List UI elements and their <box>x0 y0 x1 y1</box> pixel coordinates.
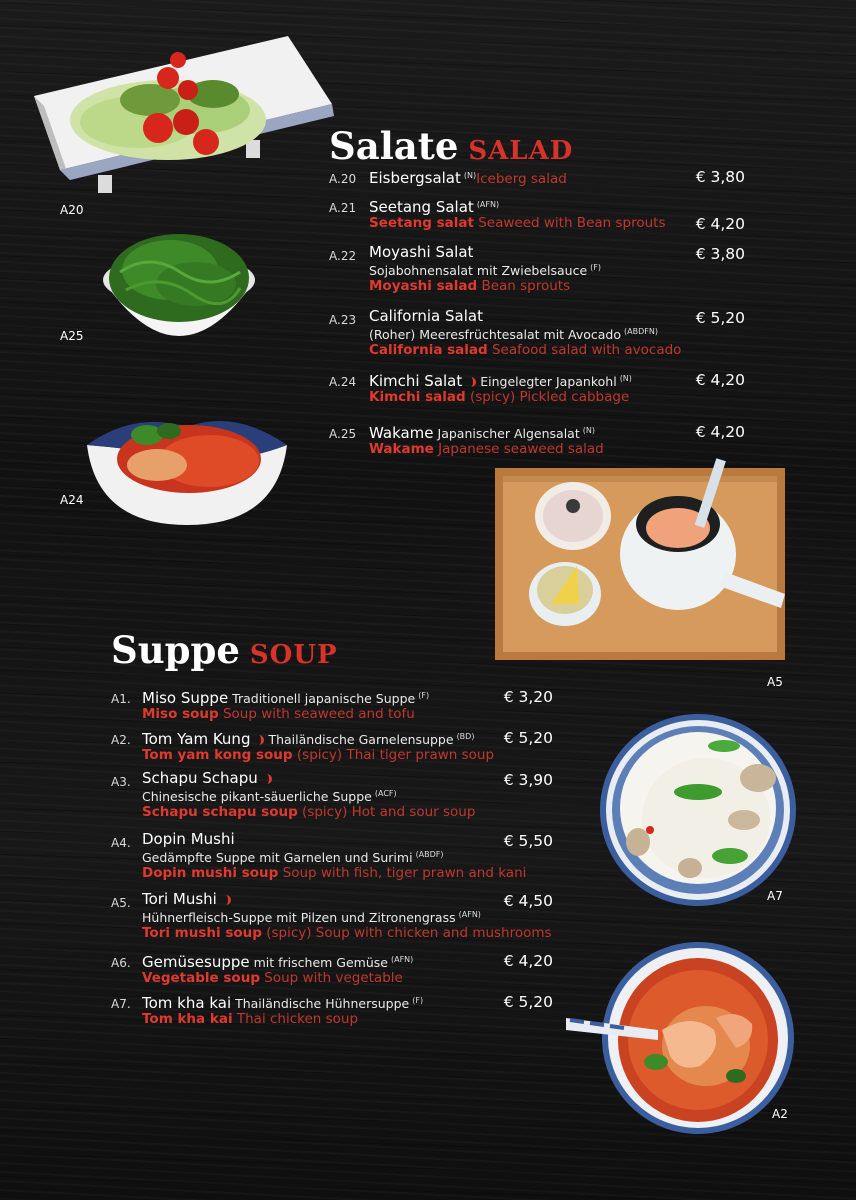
salad-item-list <box>329 168 745 463</box>
item-allergens: (F) <box>412 996 424 1005</box>
item-allergens: (AFN) <box>390 955 414 964</box>
salad-title-en: SALAD <box>468 136 574 166</box>
menu-item <box>111 993 553 1034</box>
item-en-name: Miso soup <box>142 706 219 722</box>
item-name: Gemüsesuppe <box>142 953 250 971</box>
item-code: A.22 <box>329 249 357 263</box>
item-price: € 3,80 <box>695 168 745 186</box>
item-desc: (Roher) Meeresfrüchtesalat mit Avocado <box>369 327 622 342</box>
menu-item <box>111 771 553 832</box>
item-name: Miso Suppe <box>142 689 229 707</box>
item-name: Schapu Schapu <box>142 769 258 787</box>
tom-yam-kung-photo <box>566 938 798 1138</box>
chili-icon <box>255 735 264 745</box>
menu-item <box>111 892 553 952</box>
item-code: A2. <box>111 733 131 747</box>
menu-item <box>111 952 553 993</box>
item-desc: mit frischem Gemüse <box>253 955 388 970</box>
item-en-desc: (spicy) Thai tiger prawn soup <box>296 747 495 763</box>
chili-icon <box>222 895 231 905</box>
item-en-desc: Iceberg salad <box>476 171 567 187</box>
menu-item <box>329 168 745 192</box>
item-allergens: (ABDF) <box>415 850 444 859</box>
item-desc: Hühnerfleisch-Suppe mit Pilzen und Zitronengrass <box>142 910 456 925</box>
item-name: Wakame <box>369 424 434 442</box>
item-name: Kimchi Salat <box>369 372 463 390</box>
item-desc: Eingelegter Japankohl <box>480 374 617 389</box>
kimchi-salad-photo <box>85 405 290 530</box>
item-en-name: Vegetable soup <box>142 970 260 986</box>
item-en-name: Wakame <box>369 441 434 457</box>
menu-item <box>329 192 745 241</box>
item-en-desc: Bean sprouts <box>481 278 571 294</box>
chili-icon <box>263 774 272 784</box>
salad-title-de: Salate <box>329 124 459 168</box>
item-desc: Gedämpfte Suppe mit Garnelen und Surimi <box>142 850 413 865</box>
item-price: € 5,20 <box>503 993 553 1011</box>
item-en-desc: (spicy) Soup with chicken and mushrooms <box>266 925 552 941</box>
item-code: A5. <box>111 896 131 910</box>
soup-section-title <box>111 628 338 672</box>
miso-soup-tray-photo <box>493 454 793 664</box>
menu-item <box>111 729 553 771</box>
item-code: A3. <box>111 775 131 789</box>
item-price: € 4,20 <box>503 952 553 970</box>
soup-title-en: SOUP <box>249 640 338 670</box>
menu-item <box>329 309 745 365</box>
tom-kha-kai-photo <box>598 710 798 910</box>
item-price: € 4,20 <box>695 215 745 233</box>
item-code: A.23 <box>329 313 357 327</box>
item-allergens: (ACF) <box>374 789 397 798</box>
item-desc: Traditionell japanische Suppe <box>232 691 416 706</box>
item-en-name: Moyashi salad <box>369 278 478 294</box>
item-allergens: (ABDFN) <box>624 327 658 336</box>
item-desc: Thailändische Hühnersuppe <box>235 996 410 1011</box>
item-en-desc: Seaweed with Bean sprouts <box>478 215 666 231</box>
item-en-name: Tori mushi soup <box>142 925 262 941</box>
chili-icon <box>467 377 476 387</box>
item-price: € 4,50 <box>503 892 553 910</box>
item-allergens: (AFN) <box>476 200 500 209</box>
item-en-name: Kimchi salad <box>369 389 466 405</box>
photo-label-a2: A2 <box>772 1107 788 1121</box>
menu-item <box>329 365 745 417</box>
item-code: A.20 <box>329 172 357 186</box>
soup-title-de: Suppe <box>111 628 240 672</box>
item-code: A.25 <box>329 427 357 441</box>
item-price: € 5,20 <box>695 309 745 327</box>
item-en-desc: Soup with fish, tiger prawn and kani <box>282 865 527 881</box>
item-code: A7. <box>111 997 131 1011</box>
item-price: € 3,90 <box>503 771 553 789</box>
item-price: € 4,20 <box>695 371 745 389</box>
item-allergens: (F) <box>590 263 602 272</box>
item-allergens: (N) <box>463 171 477 180</box>
item-en-name: Schapu schapu soup <box>142 804 298 820</box>
item-name: California Salat <box>369 307 483 325</box>
item-price: € 3,80 <box>695 245 745 263</box>
item-name: Tori Mushi <box>142 890 217 908</box>
item-desc: Japanischer Algensalat <box>437 426 580 441</box>
item-code: A.24 <box>329 375 357 389</box>
item-name: Seetang Salat <box>369 198 474 216</box>
item-name: Eisbergsalat <box>369 169 461 187</box>
item-en-name: Seetang salat <box>369 215 474 231</box>
salad-section-title <box>329 124 574 168</box>
menu-item <box>111 832 553 892</box>
item-en-desc: Seafood salad with avocado <box>491 342 682 358</box>
menu-item <box>111 688 553 729</box>
item-allergens: (F) <box>418 691 430 700</box>
item-en-desc: Thai chicken soup <box>236 1011 359 1027</box>
item-en-name: Tom kha kai <box>142 1011 233 1027</box>
item-code: A4. <box>111 836 131 850</box>
item-en-desc: Japanese seaweed salad <box>438 441 604 457</box>
item-desc: Thailändische Garnelensuppe <box>268 732 454 747</box>
item-en-desc: Soup with seaweed and tofu <box>222 706 415 722</box>
item-name: Tom kha kai <box>142 994 232 1012</box>
item-price: € 3,20 <box>503 688 553 706</box>
wakame-salad-photo <box>100 232 258 366</box>
photo-label-a20: A20 <box>60 203 84 217</box>
item-allergens: (N) <box>619 374 632 383</box>
photo-label-a25: A25 <box>60 329 84 343</box>
item-en-desc: Soup with vegetable <box>264 970 403 986</box>
photo-label-a5: A5 <box>767 675 783 689</box>
item-price: € 5,20 <box>503 729 553 747</box>
item-code: A.21 <box>329 201 357 215</box>
item-en-name: Tom yam kong soup <box>142 747 293 763</box>
item-name: Dopin Mushi <box>142 830 235 848</box>
item-code: A1. <box>111 692 131 706</box>
item-price: € 5,50 <box>503 832 553 850</box>
item-name: Moyashi Salat <box>369 243 474 261</box>
soup-item-list <box>111 688 553 1034</box>
photo-label-a7: A7 <box>767 889 783 903</box>
iceberg-salad-photo <box>18 30 338 200</box>
item-allergens: (BD) <box>456 732 475 741</box>
item-name: Tom Yam Kung <box>142 730 251 748</box>
item-allergens: (AFN) <box>458 910 481 919</box>
item-code: A6. <box>111 956 131 970</box>
item-en-name: Dopin mushi soup <box>142 865 279 881</box>
photo-label-a24: A24 <box>60 493 84 507</box>
item-price: € 4,20 <box>695 423 745 441</box>
item-allergens: (N) <box>582 426 595 435</box>
item-desc: Sojabohnensalat mit Zwiebelsauce <box>369 263 588 278</box>
item-en-name: California salad <box>369 342 488 358</box>
item-en-desc: (spicy) Hot and sour soup <box>302 804 476 820</box>
item-en-desc: (spicy) Pickled cabbage <box>469 389 630 405</box>
menu-item <box>329 241 745 309</box>
item-desc: Chinesische pikant-säuerliche Suppe <box>142 789 372 804</box>
